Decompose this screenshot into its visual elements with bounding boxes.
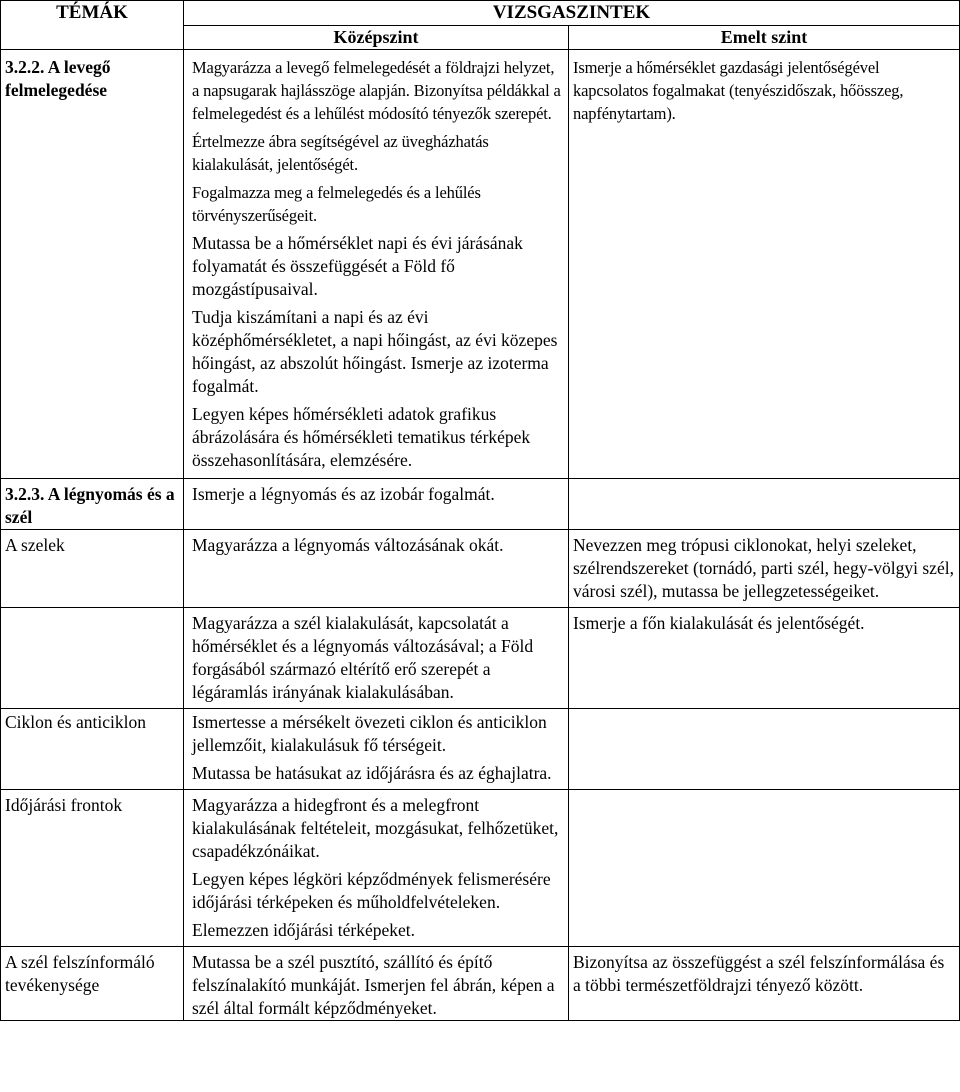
mid-level-cell (184, 709, 569, 790)
high-level-cell: Ismerje a hőmérséklet gazdasági jelentőségével kapcsolatos fogalmakat (tenyészidőszak, hőösszeg, napfénytartam). (569, 50, 960, 479)
requirement-text: Mutassa be hatásukat az időjárásra és az éghajlatra. (192, 763, 552, 783)
requirement-text: Mutassa be a hőmérséklet napi és évi járásának folyamatát és összefüggését a Föld fő mozgástípusaival. (192, 233, 523, 299)
table-row (1, 709, 960, 790)
table-row (1, 50, 960, 479)
high-level-cell: Nevezzen meg trópusi ciklonokat, helyi szeleket, szélrendszereket (tornádó, parti szél, hegy-völgyi szél, városi szél), mutassa be jellegzetességeiket. (569, 530, 960, 608)
table-row (1, 947, 960, 1021)
requirement-text: Elemezzen időjárási térképeket. (192, 920, 416, 940)
high-level-cell: Bizonyítsa az összefüggést a szél felszínformálása és a többi természetföldrajzi tényező között. (569, 947, 960, 1021)
high-level-cell (569, 790, 960, 947)
requirement-text: Értelmezze ábra segítségével az üvegházhatás kialakulását, jelentőségét. (192, 132, 489, 174)
high-level-cell (569, 709, 960, 790)
mid-level-cell: Magyarázza a légnyomás változásának okát. (184, 530, 569, 608)
mid-level-cell: Magyarázza a szél kialakulását, kapcsolatát a hőmérséklet és a légnyomás változásával; a Föld forgásából származó eltérítő erő szerepét a légáramlás irányának kialakulásában. (184, 608, 569, 709)
topic-cell: 3.2.3. A légnyomás és a szél (1, 479, 184, 530)
high-level-header: Emelt szint (569, 26, 960, 50)
topics-header: TÉMÁK (1, 1, 184, 50)
requirement-text: Ismertesse a mérsékelt övezeti ciklon és anticiklon jellemzőit, kialakulásuk fő térségeit. (192, 712, 547, 755)
requirement-text: Magyarázza a hidegfront és a melegfront kialakulásának feltételeit, mozgásukat, felhőzetüket, csapadékzónáikat. (192, 795, 559, 861)
topic-cell (1, 608, 184, 709)
requirement-text: Legyen képes légköri képződmények felismerésére időjárási térképeken és műholdfelvételeken. (192, 869, 551, 912)
levels-header: VIZSGASZINTEK (184, 1, 960, 26)
requirement-text: Magyarázza a levegő felmelegedését a földrajzi helyzet, a napsugarak hajlásszöge alapján. Bizonyítsa példákkal a felmelegedést és a lehűlést módosító tényezők szerepét. (192, 58, 561, 123)
table-row (1, 530, 960, 608)
table-row (1, 790, 960, 947)
table-row (1, 608, 960, 709)
mid-level-header: Középszint (184, 26, 569, 50)
topic-cell: A szelek (1, 530, 184, 608)
topic-cell: 3.2.2. A levegő felmelegedése (1, 50, 184, 479)
requirement-text: Fogalmazza meg a felmelegedés és a lehűlés törvényszerűségeit. (192, 183, 481, 225)
topic-cell: Ciklon és anticiklon (1, 709, 184, 790)
high-level-cell: Ismerje a főn kialakulását és jelentőségét. (569, 608, 960, 709)
mid-level-cell: Ismerje a légnyomás és az izobár fogalmát. (184, 479, 569, 530)
mid-level-cell (184, 790, 569, 947)
requirement-text: Legyen képes hőmérsékleti adatok grafikus ábrázolására és hőmérsékleti tematikus térképek összehasonlítására, elemzésére. (192, 404, 531, 470)
high-level-cell (569, 479, 960, 530)
topic-cell: Időjárási frontok (1, 790, 184, 947)
mid-level-cell (184, 50, 569, 479)
table-row (1, 479, 960, 530)
mid-level-cell: Mutassa be a szél pusztító, szállító és építő felszínalakító munkáját. Ismerjen fel ábrán, képen a szél által formált képződményeket. (184, 947, 569, 1021)
topic-cell: A szél felszínformáló tevékenysége (1, 947, 184, 1021)
header-row-1 (1, 1, 960, 26)
requirement-text: Tudja kiszámítani a napi és az évi középhőmérsékletet, a napi hőingást, az évi közepes hőingást, az abszolút hőingást. Ismerje az izoterma fogalmát. (192, 307, 558, 396)
